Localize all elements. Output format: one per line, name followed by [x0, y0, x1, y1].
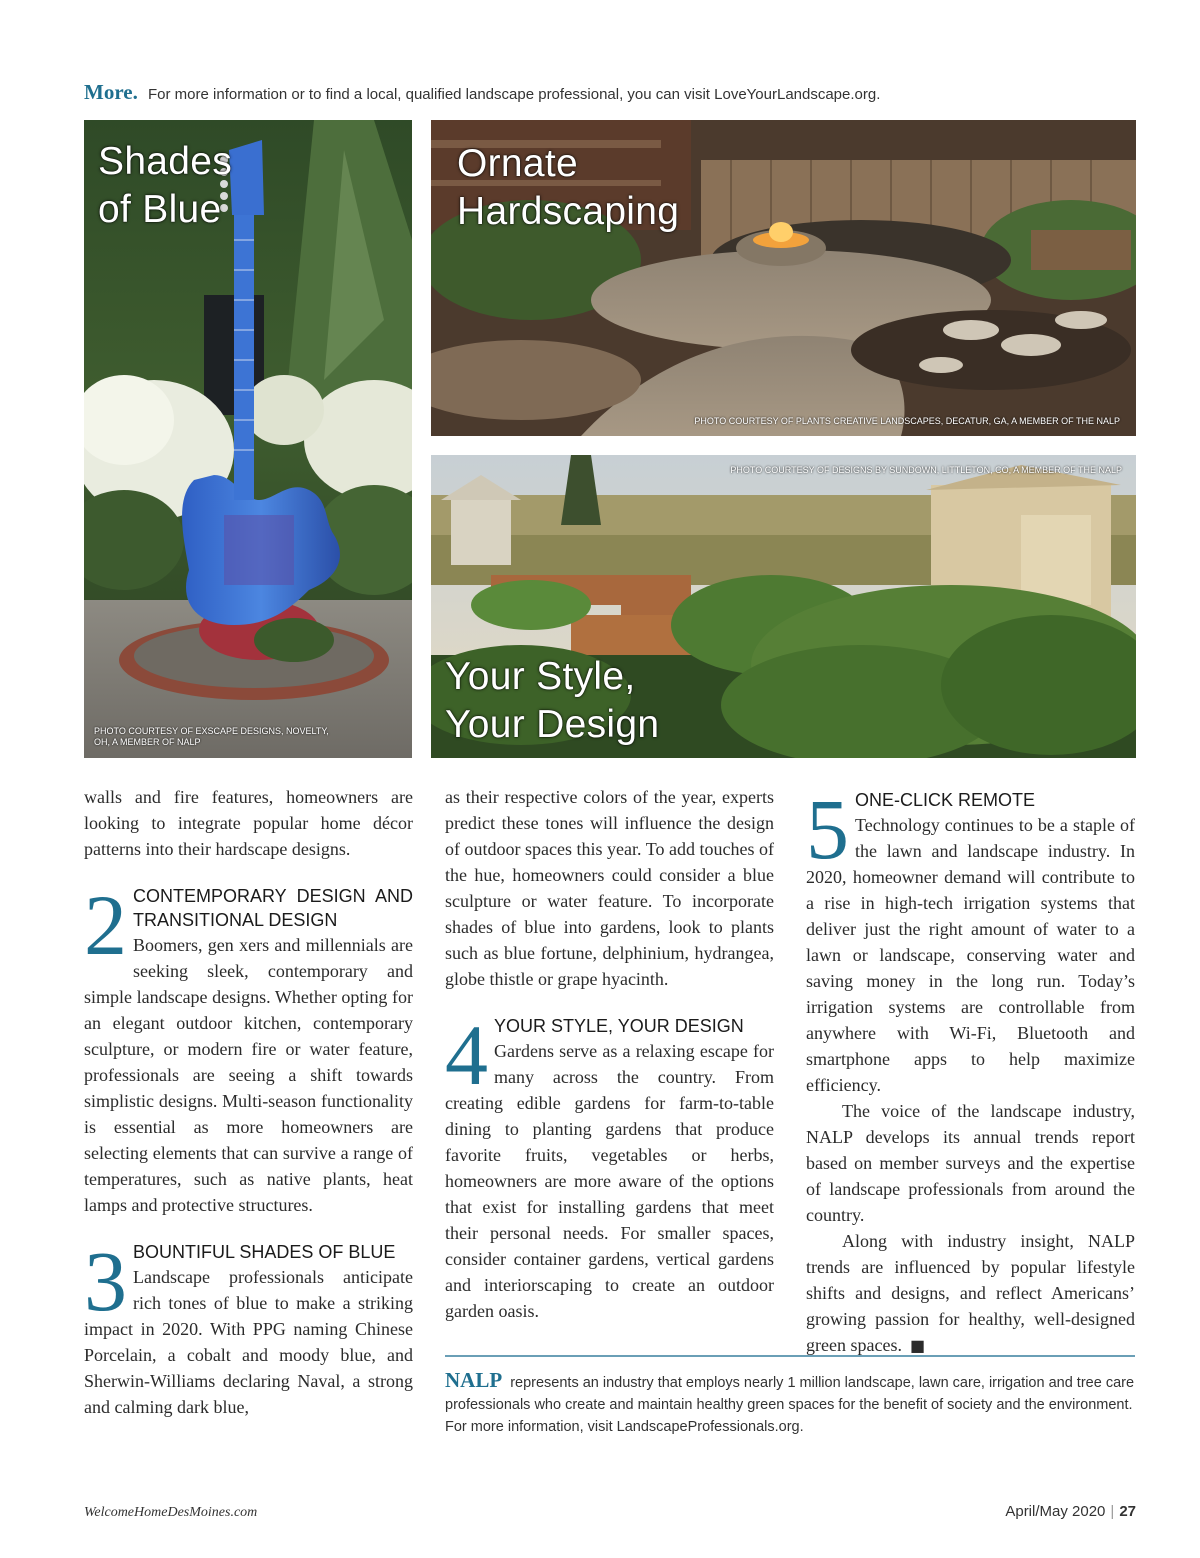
photo-your-style-your-design	[431, 455, 1136, 758]
section-shades-of-blue	[84, 1233, 413, 1420]
closing-paragraph-2: Along with industry insight, NALP trends are influenced by popular lifestyle shifts and designs, and reflect Americans’ growing passion for healthy, well-designed green spaces. ■	[806, 1231, 1135, 1355]
section-your-style	[445, 1007, 774, 1324]
section-body-shades-of-blue: Landscape professionals anticipate rich tones of blue to make a striking impact in 2020. With PPG naming Chinese Porcelain, a cobalt and moody blue, and Sherwin-Williams declaring Naval, a strong and calming dark blue,	[84, 1267, 413, 1417]
photo-credit-guitar: PHOTO COURTESY OF EXSCAPE DESIGNS, NOVELTY, OH, A MEMBER OF NALP	[94, 726, 329, 747]
more-info-text: For more information or to find a local, qualified landscape professional, you can visit LoveYourLandscape.org.	[148, 86, 881, 103]
footer-separator: |	[1110, 1503, 1115, 1520]
section-number-4: 4	[445, 1007, 488, 1103]
article-column-3	[806, 781, 1135, 1359]
more-info-line	[84, 80, 1136, 105]
section-body-shades-of-blue-continued: as their respective colors of the year, experts predict these tones will influence the design of outdoor spaces this year. To add touches of the hue, homeowners could consider a blue sculpture or water feature. To incorporate shades of blue into gardens, look to plants such as blue fortune, delphinium, hydrangea, globe thistle or grape hyacinth.	[445, 787, 774, 989]
section-heading-contemporary-design: CONTEMPORARY DESIGN AND TRANSITIONAL DESIGN	[133, 886, 413, 930]
photo-guitar-sculpture	[84, 120, 412, 758]
nalp-info-box	[445, 1355, 1135, 1438]
more-label: More.	[84, 80, 138, 104]
page-number: 27	[1119, 1503, 1136, 1520]
footer-issue: April/May 2020	[1005, 1503, 1106, 1520]
closing-paragraph-1: The voice of the landscape industry, NALP develops its annual trends report based on member surveys and the expertise of landscape professionals from around the country.	[806, 1101, 1135, 1225]
section-body-contemporary-design: Boomers, gen xers and millennials are seeking sleek, contemporary and simple landscape designs. Whether opting for an elegant outdoor kitchen, contemporary sculpture, or modern fire or water feature, professionals are seeing a shift towards simplistic designs. Multi-season functionality is essential as more homeowners are selecting elements that can survive a range of temperatures, such as native plants, heat lamps and protective structures.	[84, 935, 413, 1215]
nalp-label: NALP	[445, 1368, 503, 1392]
section-heading-one-click-remote: ONE-CLICK REMOTE	[855, 790, 1036, 810]
photo-ornate-hardscaping	[431, 120, 1136, 436]
intro-continued	[84, 784, 413, 862]
photo-credit-hardscape: PHOTO COURTESY OF PLANTS CREATIVE LANDSCAPES, DECATUR, GA, A MEMBER OF THE NALP	[694, 416, 1120, 426]
nalp-description: represents an industry that employs nearly 1 million landscape, lawn care, irrigation and tree care professionals who create and maintain healthy green spaces for the benefit of society and the environment. For more information, visit LandscapeProfessionals.org.	[445, 1375, 1135, 1435]
section-heading-your-style: YOUR STYLE, YOUR DESIGN	[494, 1016, 744, 1036]
end-mark: ■	[909, 1336, 926, 1355]
section-heading-shades-of-blue: BOUNTIFUL SHADES OF BLUE	[133, 1242, 396, 1262]
section-body-your-style: Gardens serve as a relaxing escape for many across the country. From creating edible gardens for farm-to-table dining to planting gardens that produce favorite fruits, vegetables or herbs, homeowners are more aware of the options that exist for installing gardens that meet their personal needs. For smaller spaces, consider container gardens, vertical gardens and interiorscaping to create an outdoor garden oasis.	[445, 1041, 774, 1321]
section-number-5: 5	[806, 781, 849, 877]
section-number-2: 2	[84, 877, 127, 973]
photo-title-ornate-hardscaping: Ornate Hardscaping	[457, 142, 680, 233]
photo-title-your-style-your-design: Your Style, Your Design	[445, 655, 660, 746]
intro-paragraph: walls and fire features, homeowners are looking to integrate popular home décor patterns into their hardscape designs.	[84, 787, 413, 859]
photo-title-shades-of-blue: Shades of Blue	[98, 140, 233, 231]
section-one-click-remote	[806, 781, 1135, 1098]
section-body-one-click-remote: Technology continues to be a staple of the lawn and landscape industry. In 2020, homeowner demand will contribute to a rise in high-tech irrigation systems that deliver just the right amount of water to a lawn or landscape, conserving water and saving money in the long run. Today’s irrigation systems are controllable from anywhere with Wi-Fi, Bluetooth and smartphone apps to help maximize efficiency.	[806, 815, 1135, 1095]
section-number-3: 3	[84, 1233, 127, 1329]
article-column-1	[84, 784, 413, 1420]
section-contemporary-design	[84, 877, 413, 1218]
footer-site: WelcomeHomeDesMoines.com	[84, 1505, 258, 1520]
article-column-2	[445, 784, 774, 1324]
shades-of-blue-continued	[445, 784, 774, 992]
footer-issue-page	[1005, 1503, 1136, 1520]
photo-credit-garden: PHOTO COURTESY OF DESIGNS BY SUNDOWN, LITTLETON, CO, A MEMBER OF THE NALP	[730, 465, 1122, 475]
